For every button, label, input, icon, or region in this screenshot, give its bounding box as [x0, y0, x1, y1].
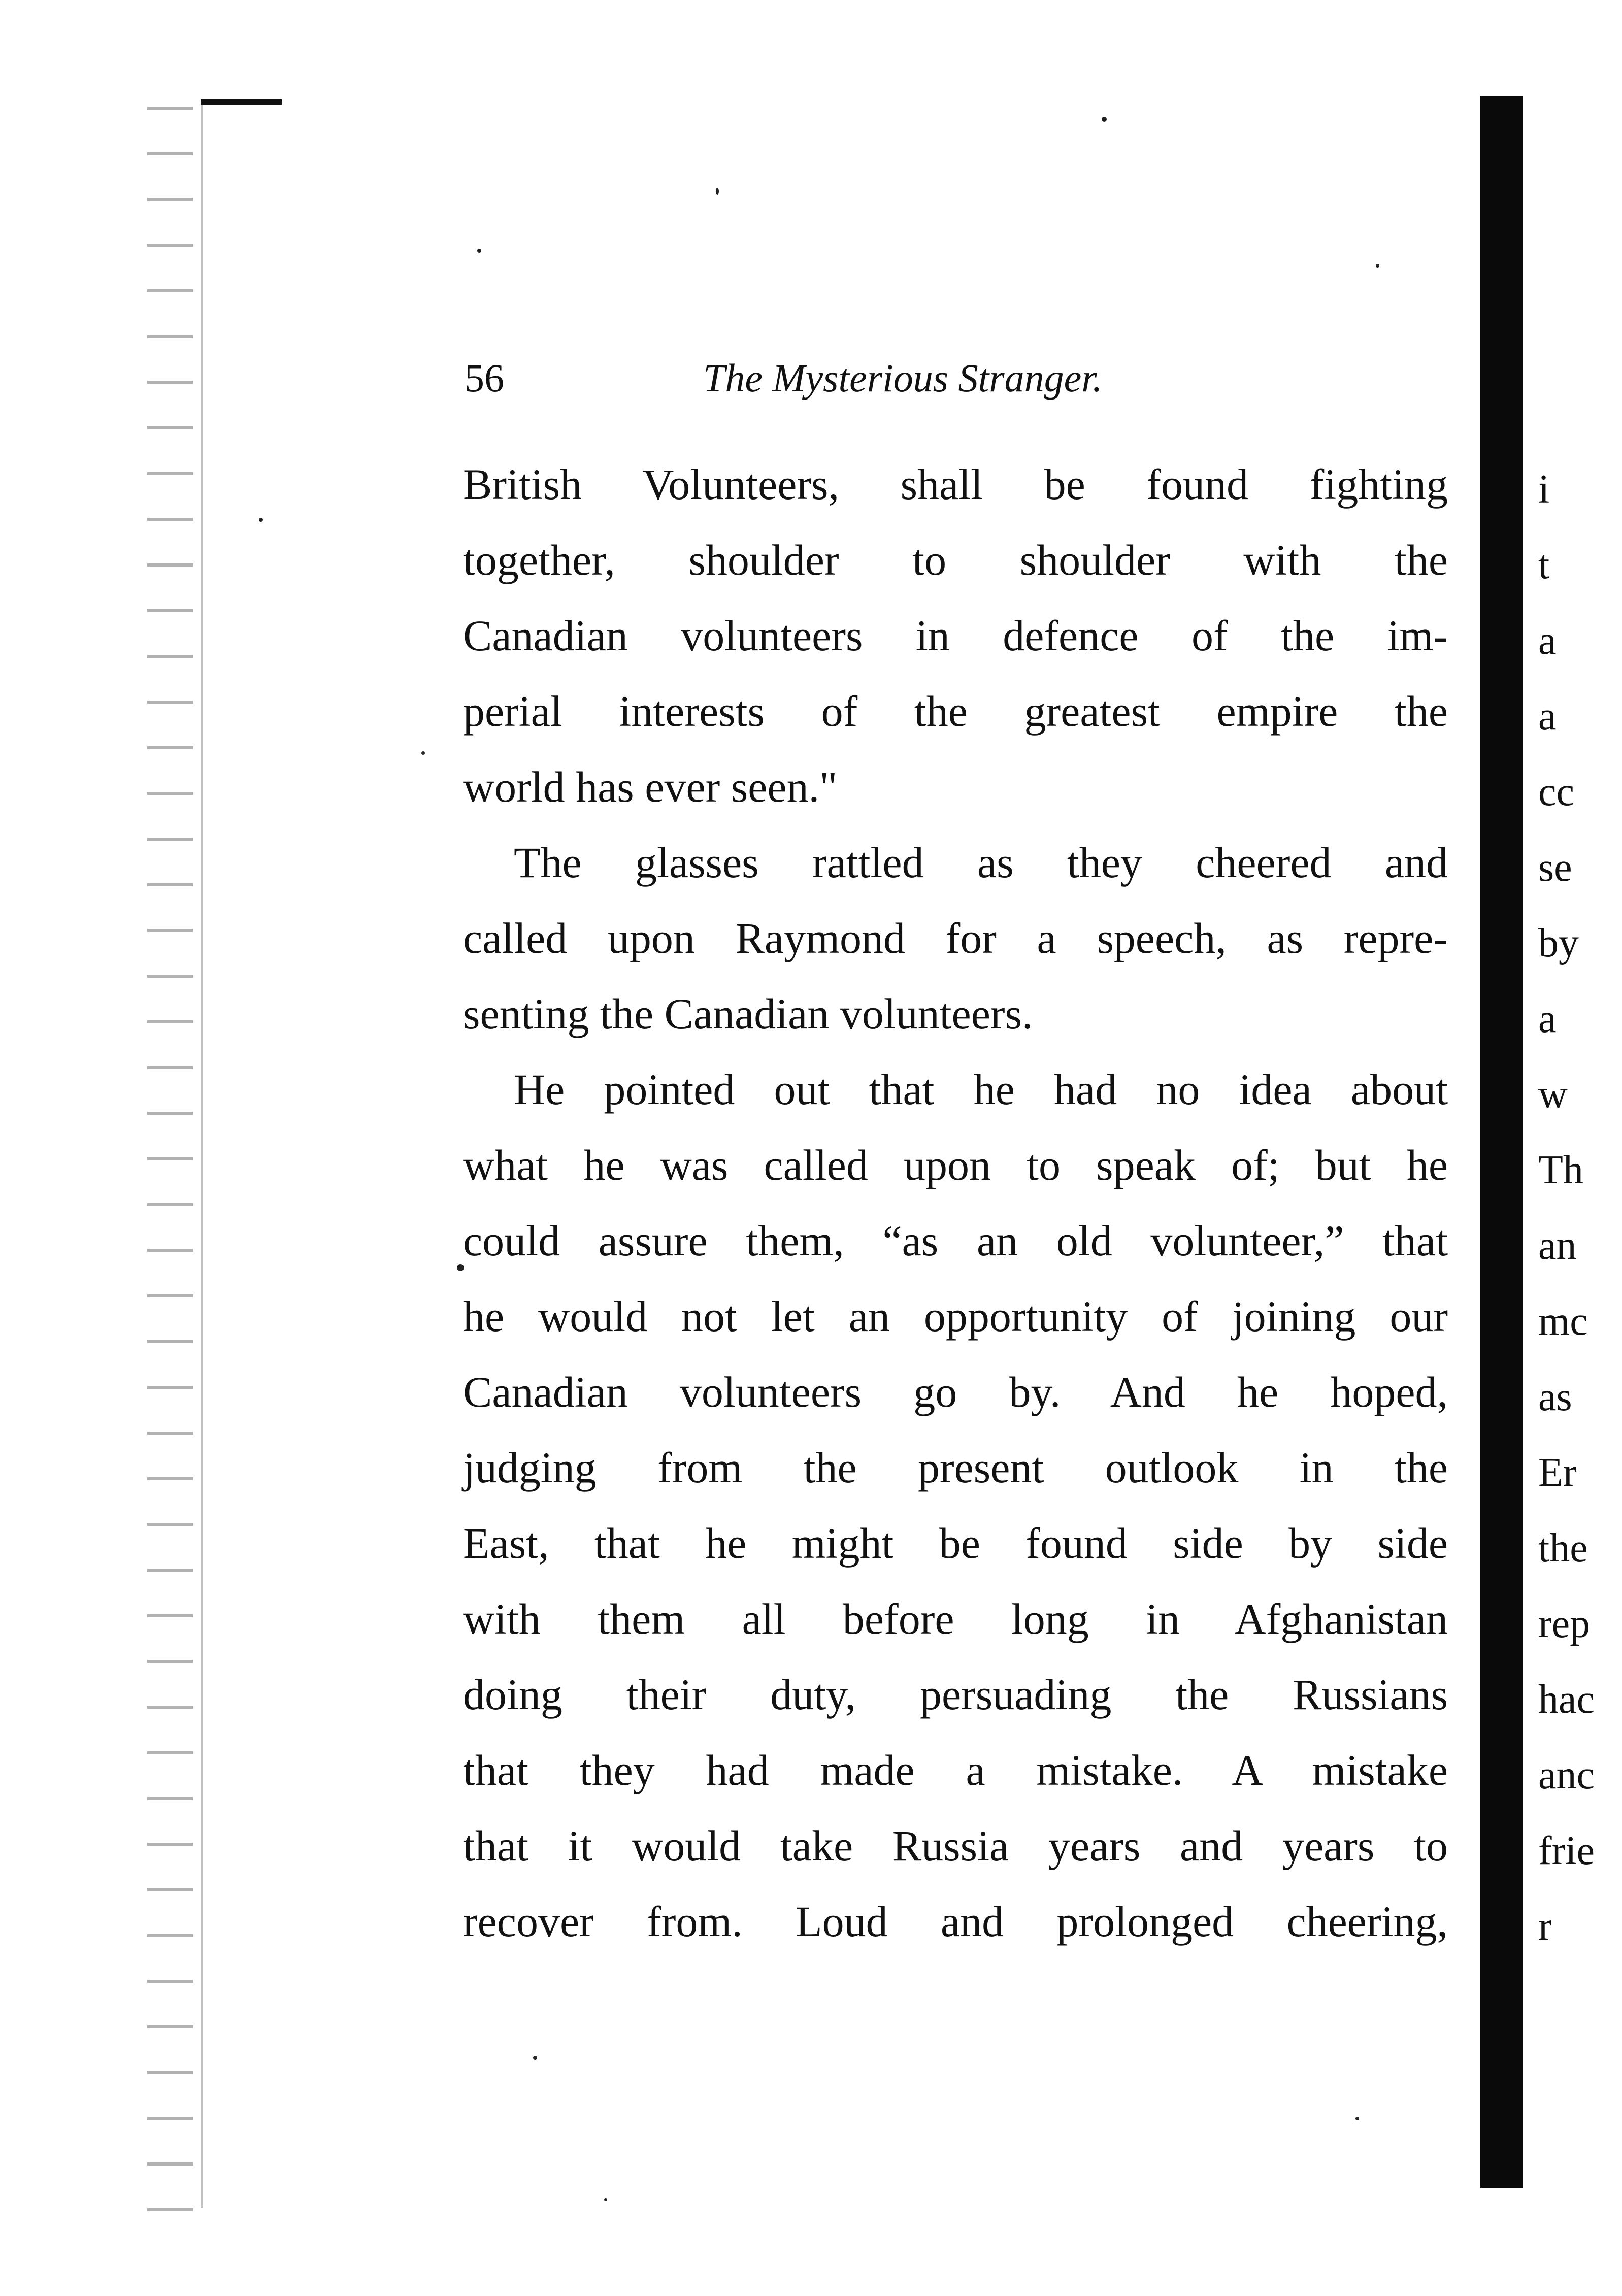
text-line: recover from. Loud and prolonged cheering,: [463, 1897, 1448, 1946]
text-line: British Volunteers, shall be found fighting: [463, 460, 1448, 509]
top-corner-mark: [201, 99, 282, 105]
bleed-fragment: frie: [1538, 1828, 1595, 1873]
scan-speck: [421, 751, 425, 755]
bleed-fragment: Er: [1538, 1450, 1577, 1495]
text-line: what he was called upon to speak of; but he: [463, 1141, 1448, 1189]
bleed-fragment: cc: [1538, 770, 1575, 814]
page-gutter-bar: [1480, 96, 1523, 2188]
binding-edge-line: [201, 102, 203, 2208]
text-line: together, shoulder to shoulder with the: [463, 536, 1448, 584]
bleed-fragment: w: [1538, 1072, 1568, 1117]
bleed-fragment: rep: [1538, 1602, 1591, 1646]
text-line: that they had made a mistake. A mistake: [463, 1746, 1448, 1794]
bleed-fragment: i: [1538, 467, 1550, 512]
text-line: with them all before long in Afghanistan: [463, 1594, 1448, 1643]
scan-speck: [1102, 117, 1107, 122]
scan-speck: [457, 1264, 464, 1271]
bleed-fragment: r: [1538, 1904, 1552, 1949]
bleed-fragment: a: [1538, 618, 1557, 663]
text-line: he would not let an opportunity of joining our: [463, 1292, 1448, 1341]
bleed-fragment: by: [1538, 921, 1579, 966]
bleed-fragment: hac: [1538, 1677, 1595, 1722]
body-text: [463, 447, 1448, 1959]
text-line: doing their duty, persuading the Russians: [463, 1670, 1448, 1719]
bleed-fragment: mc: [1538, 1299, 1588, 1344]
text-line: East, that he might be found side by side: [463, 1519, 1448, 1568]
bleed-fragment: t: [1538, 543, 1550, 587]
scan-speck: [259, 518, 263, 522]
text-line: could assure them, “as an old volunteer,” that: [463, 1216, 1448, 1265]
running-title: The Mysterious Stranger.: [703, 356, 1103, 400]
text-line: senting the Canadian volunteers.: [463, 989, 1033, 1038]
text-line: called upon Raymond for a speech, as repre-: [463, 914, 1448, 962]
scan-speck: [1376, 264, 1379, 268]
bleed-fragment: a: [1538, 996, 1557, 1041]
scan-speck: [1355, 2117, 1359, 2120]
bleed-fragment: the: [1538, 1526, 1588, 1571]
scan-speck: [716, 188, 719, 195]
scan-speck: [477, 249, 481, 253]
text-line: perial interests of the greatest empire the: [463, 687, 1448, 736]
text-line: He pointed out that he had no idea about: [514, 1065, 1448, 1114]
scan-speck: [533, 2056, 537, 2060]
text-line: Canadian volunteers in defence of the im-: [463, 611, 1448, 660]
text-line: The glasses rattled as they cheered and: [514, 838, 1448, 887]
bleed-fragment: a: [1538, 694, 1557, 739]
scan-speck: [604, 2198, 607, 2201]
bleed-fragment: as: [1538, 1375, 1572, 1419]
text-line: judging from the present outlook in the: [463, 1443, 1448, 1492]
text-line: world has ever seen.": [463, 762, 838, 811]
page-header: [465, 345, 1419, 406]
bleed-fragment: anc: [1538, 1753, 1595, 1798]
bleed-fragment: se: [1538, 845, 1572, 890]
text-line: that it would take Russia years and years to: [463, 1821, 1448, 1870]
bleed-fragment: an: [1538, 1223, 1577, 1268]
next-page-bleed-column: [1538, 452, 1619, 1965]
bleed-fragment: Th: [1538, 1148, 1583, 1192]
text-line: Canadian volunteers go by. And he hoped,: [463, 1368, 1448, 1416]
scanned-binding-edge: [147, 91, 193, 2213]
page-number: 56: [465, 356, 504, 400]
